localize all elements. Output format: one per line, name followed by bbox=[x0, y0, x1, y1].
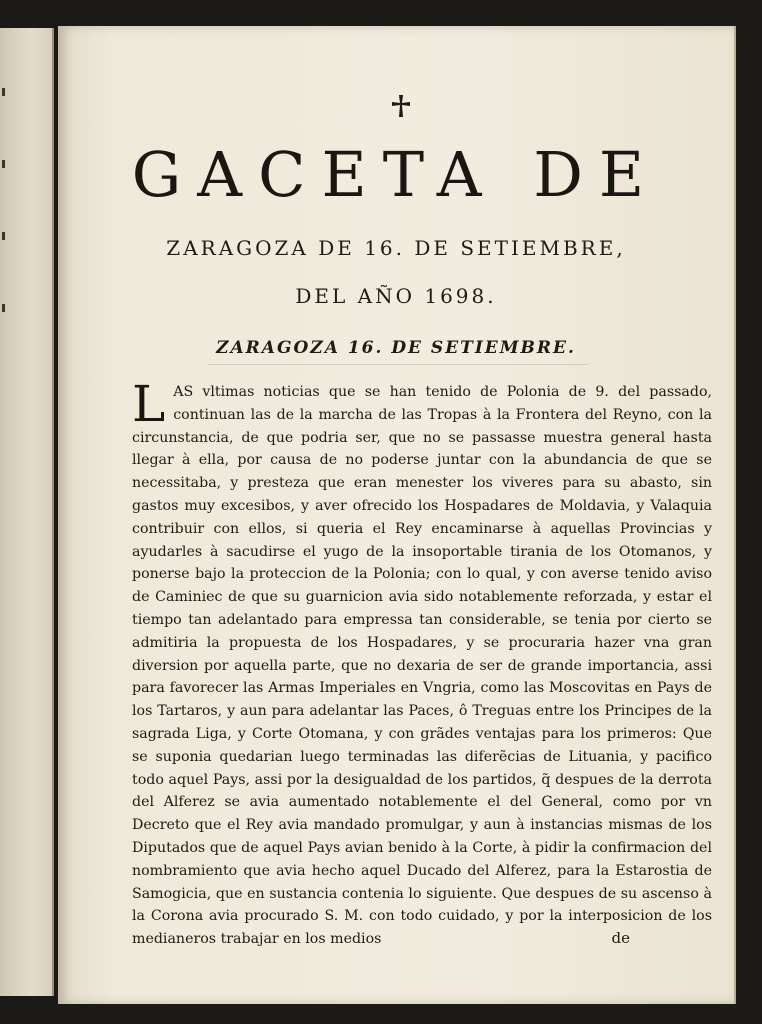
faint-rule bbox=[208, 364, 588, 365]
masthead-title: GACETA DE bbox=[131, 138, 661, 211]
catchword: de bbox=[611, 929, 630, 947]
article-text: AS vltimas noticias que se han tenido de Polonia de 9. del passado, continuan las de la marcha de las Tropas à la Frontera del Reyno, con la circunstancia, de que podria ser, que no se passasse muestra general hasta llegar à ella, por causa de no poderse juntar con la abundancia de que se necessitaba, y presteza que eran menester los viveres para su abasto, sin gastos muy excesibos, y aver ofrecido los Hospadares de Moldavia, y Valaquia contribuir con ellos, si queria el Rey encaminarse à aquellas Provincias y ayudarles à sacudirse el yugo de la insoportable tirania de los Otomanos, y ponerse bajo la proteccion de la Polonia; con lo qual, y con averse tenido aviso de Caminiec de que su guarnicion avia sido notablemente reforzada, y estar el tiempo tan adelantado para empressa tan considerable, se tenia por cierto se admitiria la propuesta de los Hospadares, y se procuraria hazer vna gran diversion por aquella parte, que no dexaria de ser de grande importancia, assi para favorecer las Armas Imperiales en Vngria, como las Moscovitas en Pays de los Tartaros, y aun para adelantar las Paces, ô Treguas entre los Principes de la sagrada Liga, y Corte Otomana, y con grãdes ventajas para los primeros: Que se suponia quedarian luego terminadas las diferẽcias de Lituania, y pacifico todo aquel Pays, assi por la desigualdad de los partidos, q̃ despues de la derrota del Alferez se avia aumentado notablemente el del General, como por vn Decreto que el Rey avia mandado promulgar, y aun à instancias mismas de los Diputados que de aquel Pays avian benido à la Corte, à pidir la confirmacion del nombramiento que avia hecho aquel Ducado del Alferez, para la Estarostia de Samogicia, que en sustancia contenia lo siguiente. Que despues de su ascenso à la Corona avia procurado S. M. con todo cuidado, y por la interposicion de los medianeros trabajar en los medios bbox=[132, 384, 712, 948]
drop-cap: L bbox=[132, 375, 166, 433]
article-body bbox=[132, 375, 712, 951]
left-page-margin-marks bbox=[2, 88, 12, 376]
gazette-page bbox=[58, 26, 734, 1004]
masthead-year: DEL AÑO 1698. bbox=[295, 284, 497, 308]
dateline: ZARAGOZA 16. DE SETIEMBRE. bbox=[216, 338, 576, 358]
cross-ornament-icon bbox=[388, 94, 414, 120]
left-facing-page bbox=[0, 28, 54, 996]
masthead-subtitle: ZARAGOZA DE 16. DE SETIEMBRE, bbox=[166, 236, 626, 260]
